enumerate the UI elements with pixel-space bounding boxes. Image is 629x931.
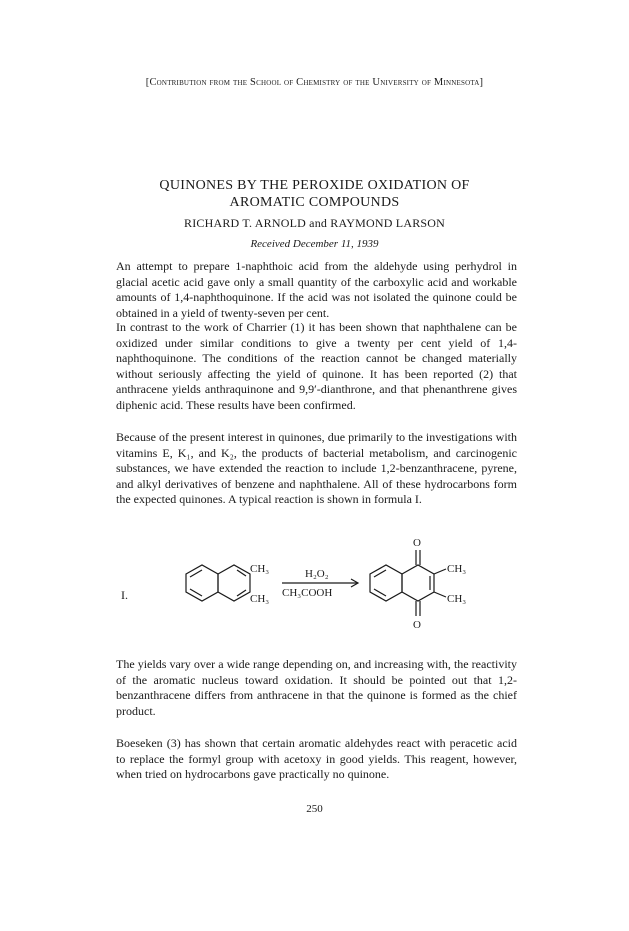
- paragraph-3: [116, 430, 517, 508]
- oxygen-top: O: [413, 537, 421, 549]
- formula-label: I.: [121, 588, 128, 602]
- paragraph-text: An attempt to prepare 1-naphthoic acid from the aldehyde using perhydrol in glacial acetic acid gave only a small quantity of the carboxylic acid and workable amounts of 1,4-naphthoquinone. If the acid was not isolated the quinone could be obtained in a yield of twenty-seven per cent.: [116, 259, 517, 320]
- article-authors: RICHARD T. ARNOLD and RAYMOND LARSON: [184, 216, 445, 230]
- contribution-header: [0, 77, 629, 88]
- oxygen-bottom: O: [413, 619, 421, 631]
- product-substituent-1: CH₃: [447, 563, 467, 575]
- paragraph-text: In contrast to the work of Charrier (1) it has been shown that naphthalene can be oxidized under similar conditions to give a twenty per cent yield of 1,4-naphthoquinone. The conditions of the reaction cannot be changed materially without seriously affecting the yield of quinone. It has been reported (2) that anthracene yields anthraquinone and 9,9′-dianthrone, and that phenanthrene gives diphenic acid. These results have been confirmed.: [116, 320, 517, 412]
- reagent-bottom: CH₃COOH: [282, 587, 333, 599]
- contribution-text: [Contribution from the School of Chemistry of the University of Minnesota]: [145, 77, 484, 88]
- product-ring-right: [402, 565, 434, 601]
- paragraph-4: [116, 657, 517, 719]
- reactant-ring-right: [218, 565, 250, 601]
- product-substituent-2: CH₃: [447, 593, 467, 605]
- title-line-2: AROMATIC COMPOUNDS: [229, 195, 400, 210]
- title-line-1: QUINONES BY THE PEROXIDE OXIDATION OF: [159, 178, 470, 193]
- paragraph-1: [116, 259, 517, 321]
- reagent-top: H₂O₂: [305, 568, 329, 580]
- page-number: 250: [306, 803, 323, 815]
- received-date: Received December 11, 1939: [250, 238, 379, 250]
- paragraph-text: Boeseken (3) has shown that certain aromatic aldehydes react with peracetic acid to replace the formyl group with acetoxy in good yields. This reagent, however, when tried on hydrocarbons gave practically no quinone.: [116, 736, 517, 782]
- paragraph-2: [116, 320, 517, 414]
- paragraph-text: The yields vary over a wide range depending on, and increasing with, the reactivity of the aromatic nucleus toward oxidation. It should be pointed out that 1,2-benzanthracene differs from anthracene in that the quinone is formed as the chief product.: [116, 657, 517, 718]
- reaction-formula: [170, 528, 470, 648]
- paragraph-5: [116, 736, 517, 783]
- article-title: [0, 177, 629, 211]
- reactant-substituent-1: CH₃: [250, 563, 270, 575]
- paragraph-text: Because of the present interest in quinones, due primarily to the investigations with vitamins E, K₁, and K₂, the products of bacterial metabolism, and carcinogenic substances, we have extended the reaction to include 1,2-benzanthracene, pyrene, and alkyl derivatives of benzene and naphthalene. All of these hydrocarbons form the expected quinones. A typical reaction is shown in formula I.: [116, 430, 517, 507]
- reactant-substituent-2: CH₃: [250, 593, 270, 605]
